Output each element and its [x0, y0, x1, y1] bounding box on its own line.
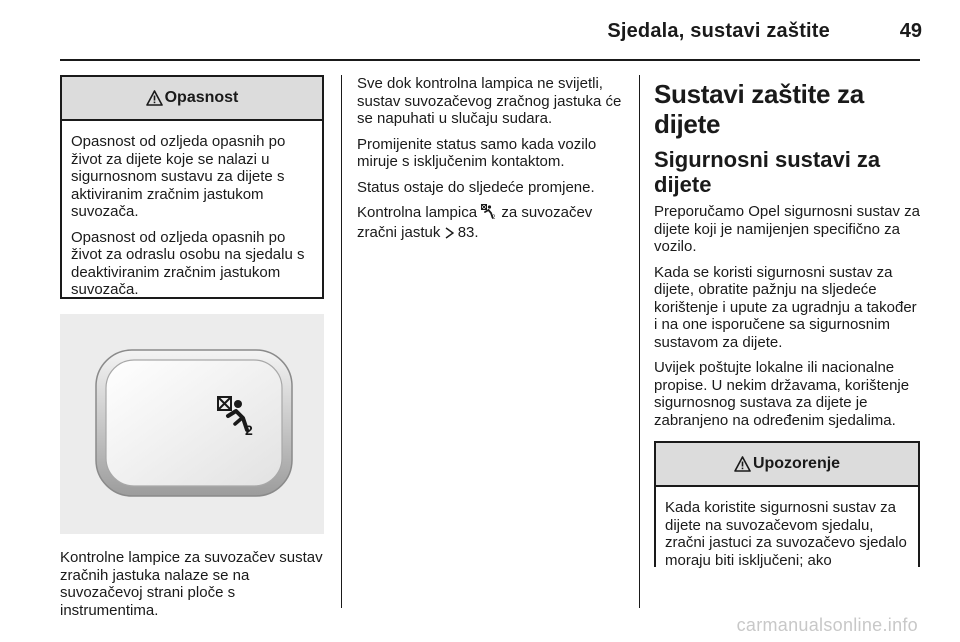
danger-box-header	[62, 77, 322, 121]
svg-text:2: 2	[492, 215, 496, 219]
svg-text:2: 2	[245, 422, 253, 436]
warning-box-header	[656, 443, 918, 487]
warning-triangle-icon	[734, 456, 751, 472]
column-1	[60, 75, 324, 627]
header-rule	[60, 59, 920, 61]
body-paragraph: Kada se koristi sigurnosni sustav za dijete, obratite pažnju na sljedeće korištenje i upute za ugradnju a također i na one isporučene sa sigurnosnim sustavom za dijete.	[654, 263, 917, 351]
column-separator-1	[341, 75, 342, 608]
section-title: Sjedala, sustavi zaštite	[607, 20, 830, 42]
warning-triangle-icon	[146, 90, 163, 106]
body-paragraph: Preporučamo Opel sigurnosni sustav za dijete koji je namijenjen specifično za vozilo.	[654, 203, 920, 255]
section-heading: Sustavi zaštite za dijete	[654, 79, 864, 139]
column-2	[357, 75, 623, 251]
indicator-text-after: za suvozačev zračni jastuk	[357, 204, 593, 241]
column-separator-2	[639, 75, 640, 608]
danger-box-title: Opasnost	[164, 89, 239, 106]
page-reference-link[interactable]: 83.	[457, 223, 479, 241]
danger-paragraph: Opasnost od ozljeda opasnih po život za odraslu osobu na sjedalu s deaktiviranim zračnim jastukom suvozača.	[71, 228, 305, 298]
indicator-text-before: Kontrolna lampica	[357, 204, 478, 221]
body-paragraph: Status ostaje do sljedeće promjene.	[357, 178, 595, 196]
warning-paragraph: Kada koristite sigurnosni sustav za dijete na suvozačevom sjedalu, zračni jastuci za suvozačevo sjedalo moraju biti isključeni; ako	[665, 499, 907, 569]
warning-box-body	[656, 487, 918, 583]
column-3	[654, 75, 920, 567]
body-paragraph: Promijenite status samo kada vozilo miruje s isključenim kontaktom.	[357, 135, 597, 170]
danger-box-body	[62, 121, 322, 313]
airbag-indicator-figure	[60, 314, 324, 534]
body-paragraph: Uvijek poštujte lokalne ili nacionalne propise. U nekim državama, korištenje sigurnosnog sustava za dijete je zabranjeno na određenim sjedalima.	[654, 359, 910, 429]
body-paragraph-indicator	[357, 204, 623, 243]
airbag-off-icon	[481, 204, 497, 224]
warning-box-title: Upozorenje	[752, 455, 841, 472]
watermark: carmanualsonline.info	[736, 615, 918, 635]
subsection-heading: Sigurnosni sustavi za dijete	[654, 147, 881, 197]
figure-caption: Kontrolne lampice za suvozačev sustav zračnih jastuka nalaze se na suvozačevoj strani ploče s instrumentima.	[60, 549, 323, 619]
danger-paragraph: Opasnost od ozljeda opasnih po život za dijete koje se nalazi u sigurnosnom sustavu za dijete s aktiviranim zračnim jastukom suvozača.	[71, 133, 286, 220]
danger-box	[60, 75, 324, 299]
body-paragraph: Sve dok kontrolna lampica ne svijetli, sustav suvozačevog zračnog jastuka će se napuhati u slučaju sudara.	[357, 75, 622, 127]
page-number: 49	[899, 20, 922, 42]
page-reference-arrow-icon	[445, 226, 454, 244]
warning-box	[654, 441, 920, 567]
